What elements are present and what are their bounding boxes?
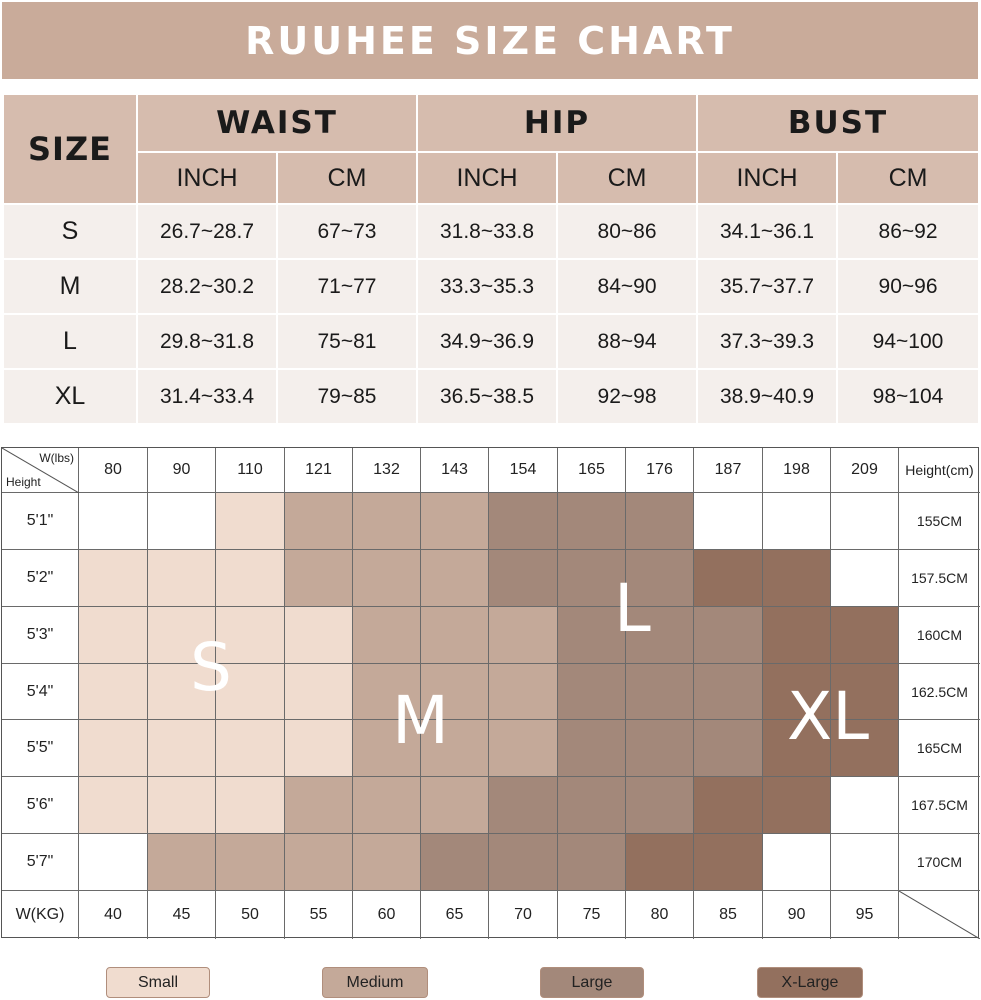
size-grid-cell	[216, 493, 285, 550]
size-grid-cell	[558, 834, 626, 891]
size-grid-cell	[763, 720, 831, 777]
table-row	[3, 204, 979, 259]
unit-header: CM	[277, 152, 417, 204]
size-grid-cell	[79, 834, 148, 891]
size-grid-cell	[353, 720, 421, 777]
weight-lbs-label: W(lbs)	[39, 451, 74, 465]
size-grid-cell	[831, 720, 899, 777]
value-cell: 67~73	[277, 204, 417, 259]
size-grid-cell	[831, 550, 899, 607]
value-cell: 34.9~36.9	[417, 314, 557, 369]
size-grid-cell	[79, 493, 148, 550]
size-grid-cell	[421, 664, 489, 720]
size-grid-cell	[763, 550, 831, 607]
size-cell: S	[3, 204, 137, 259]
size-grid-cell	[694, 720, 763, 777]
value-cell: 84~90	[557, 259, 697, 314]
value-cell: 75~81	[277, 314, 417, 369]
lbs-cell: 187	[694, 448, 763, 493]
lbs-cell: 90	[148, 448, 216, 493]
size-grid-cell	[831, 664, 899, 720]
size-grid-cell	[79, 777, 148, 834]
legend-large	[540, 967, 644, 998]
value-cell: 37.3~39.3	[697, 314, 837, 369]
height-ft-cell: 5'1"	[2, 493, 79, 550]
value-cell: 35.7~37.7	[697, 259, 837, 314]
size-grid-cell	[694, 607, 763, 664]
unit-header: CM	[837, 152, 979, 204]
size-grid-cell	[353, 664, 421, 720]
size-grid-cell	[489, 493, 558, 550]
size-grid-cell	[763, 664, 831, 720]
value-cell: 86~92	[837, 204, 979, 259]
size-grid-cell	[148, 834, 216, 891]
height-cm-cell: 165CM	[899, 720, 980, 777]
size-cell: XL	[3, 369, 137, 424]
size-grid-cell	[285, 720, 353, 777]
table-row	[3, 369, 979, 424]
size-grid-cell	[148, 720, 216, 777]
height-ft-cell: 5'7"	[2, 834, 79, 891]
legend-medium	[322, 967, 428, 998]
value-cell: 29.8~31.8	[137, 314, 277, 369]
kg-cell: 70	[489, 891, 558, 939]
lbs-cell: 154	[489, 448, 558, 493]
size-grid-cell	[353, 550, 421, 607]
size-grid-cell	[216, 664, 285, 720]
legend-label: Small	[137, 973, 178, 991]
size-grid-cell	[421, 834, 489, 891]
zone-label-s: S	[190, 629, 232, 706]
value-cell: 71~77	[277, 259, 417, 314]
value-cell: 90~96	[837, 259, 979, 314]
waist-header: WAIST	[137, 94, 417, 152]
size-grid-cell	[79, 550, 148, 607]
unit-header: INCH	[417, 152, 557, 204]
size-grid-cell	[216, 720, 285, 777]
height-label: Height	[6, 475, 41, 489]
value-cell: 92~98	[557, 369, 697, 424]
lbs-cell: 165	[558, 448, 626, 493]
size-grid-cell	[216, 834, 285, 891]
size-grid-cell	[489, 720, 558, 777]
kg-cell: 50	[216, 891, 285, 939]
size-grid-cell	[285, 777, 353, 834]
height-ft-cell: 5'3"	[2, 607, 79, 664]
bust-header: BUST	[697, 94, 979, 152]
size-grid-cell	[216, 777, 285, 834]
legend-label: X-Large	[781, 973, 839, 991]
size-grid-cell	[626, 834, 694, 891]
size-grid-cell	[694, 777, 763, 834]
size-grid-cell	[421, 720, 489, 777]
size-grid-cell	[489, 664, 558, 720]
size-grid-cell	[421, 493, 489, 550]
height-cm-cell: 155CM	[899, 493, 980, 550]
size-grid-cell	[79, 607, 148, 664]
size-grid-cell	[79, 720, 148, 777]
value-cell: 36.5~38.5	[417, 369, 557, 424]
table-row	[3, 314, 979, 369]
kg-cell: 40	[79, 891, 148, 939]
value-cell: 79~85	[277, 369, 417, 424]
size-grid-cell	[421, 607, 489, 664]
size-grid-cell	[489, 834, 558, 891]
size-grid-cell	[558, 607, 626, 664]
size-grid-cell	[558, 493, 626, 550]
zone-label-xl: XL	[787, 678, 869, 755]
lbs-cell: 198	[763, 448, 831, 493]
size-grid-cell	[694, 664, 763, 720]
value-cell: 26.7~28.7	[137, 204, 277, 259]
size-grid-cell	[285, 834, 353, 891]
size-grid-cell	[626, 664, 694, 720]
size-grid-cell	[148, 493, 216, 550]
kg-cell: 80	[626, 891, 694, 939]
lbs-cell: 176	[626, 448, 694, 493]
table-row	[3, 259, 979, 314]
size-grid-cell	[285, 607, 353, 664]
value-cell: 88~94	[557, 314, 697, 369]
zone-label-l: L	[614, 570, 651, 647]
legend-small	[106, 967, 210, 998]
unit-header: CM	[557, 152, 697, 204]
corner-header	[2, 448, 79, 493]
height-cm-cell: 162.5CM	[899, 664, 980, 720]
size-grid-cell	[763, 607, 831, 664]
size-grid-cell	[353, 607, 421, 664]
page-title: RUUHEE SIZE CHART	[245, 18, 735, 63]
value-cell: 31.8~33.8	[417, 204, 557, 259]
size-grid-cell	[626, 550, 694, 607]
size-grid-cell	[626, 720, 694, 777]
size-cell: M	[3, 259, 137, 314]
height-cm-header: Height(cm)	[899, 448, 980, 493]
size-grid-cell	[626, 777, 694, 834]
kg-cell: 60	[353, 891, 421, 939]
value-cell: 33.3~35.3	[417, 259, 557, 314]
size-grid-cell	[763, 777, 831, 834]
diagonal-line	[899, 891, 980, 939]
size-grid-cell	[148, 777, 216, 834]
size-grid-cell	[626, 607, 694, 664]
height-ft-cell: 5'2"	[2, 550, 79, 607]
size-grid-cell	[421, 777, 489, 834]
height-ft-cell: 5'5"	[2, 720, 79, 777]
size-grid-cell	[694, 550, 763, 607]
title-banner	[2, 2, 978, 79]
size-grid-cell	[558, 664, 626, 720]
lbs-cell: 132	[353, 448, 421, 493]
value-cell: 38.9~40.9	[697, 369, 837, 424]
size-grid-cell	[79, 664, 148, 720]
height-cm-cell: 160CM	[899, 607, 980, 664]
unit-header: INCH	[137, 152, 277, 204]
value-cell: 34.1~36.1	[697, 204, 837, 259]
blank-corner	[899, 891, 980, 939]
value-cell: 80~86	[557, 204, 697, 259]
value-cell: 98~104	[837, 369, 979, 424]
kg-cell: 65	[421, 891, 489, 939]
height-cm-cell: 170CM	[899, 834, 980, 891]
size-grid-cell	[285, 664, 353, 720]
size-grid-cell	[694, 834, 763, 891]
size-grid-cell	[626, 493, 694, 550]
kg-label: W(KG)	[2, 891, 79, 939]
size-grid-cell	[148, 664, 216, 720]
height-ft-cell: 5'6"	[2, 777, 79, 834]
kg-cell: 95	[831, 891, 899, 939]
lbs-cell: 80	[79, 448, 148, 493]
height-cm-cell: 167.5CM	[899, 777, 980, 834]
size-grid-cell	[148, 607, 216, 664]
legend-label: Medium	[346, 973, 404, 991]
size-grid-cell	[489, 777, 558, 834]
value-cell: 31.4~33.4	[137, 369, 277, 424]
size-grid-cell	[558, 777, 626, 834]
lbs-cell: 110	[216, 448, 285, 493]
lbs-cell: 121	[285, 448, 353, 493]
size-grid-cell	[831, 834, 899, 891]
size-grid-cell	[558, 550, 626, 607]
lbs-cell: 143	[421, 448, 489, 493]
size-grid-cell	[831, 493, 899, 550]
size-grid-cell	[489, 550, 558, 607]
size-grid-cell	[285, 493, 353, 550]
kg-cell: 75	[558, 891, 626, 939]
size-cell: L	[3, 314, 137, 369]
size-grid-cell	[353, 493, 421, 550]
value-cell: 28.2~30.2	[137, 259, 277, 314]
size-grid-cell	[353, 834, 421, 891]
size-grid-cell	[763, 834, 831, 891]
zone-label-m: M	[392, 682, 449, 759]
size-header: SIZE	[3, 94, 137, 204]
hip-header: HIP	[417, 94, 697, 152]
size-grid-cell	[831, 777, 899, 834]
kg-cell: 90	[763, 891, 831, 939]
unit-header: INCH	[697, 152, 837, 204]
size-grid-cell	[421, 550, 489, 607]
size-grid-cell	[285, 550, 353, 607]
measurement-table	[2, 93, 980, 425]
size-grid-cell	[694, 493, 763, 550]
size-grid-cell	[558, 720, 626, 777]
lbs-cell: 209	[831, 448, 899, 493]
size-grid-cell	[216, 607, 285, 664]
size-grid-cell	[216, 550, 285, 607]
size-grid-cell	[763, 493, 831, 550]
size-grid-cell	[353, 777, 421, 834]
height-cm-cell: 157.5CM	[899, 550, 980, 607]
legend-x-large	[757, 967, 863, 998]
size-grid-cell	[831, 607, 899, 664]
kg-cell: 45	[148, 891, 216, 939]
size-grid-cell	[148, 550, 216, 607]
legend-label: Large	[571, 973, 613, 991]
kg-cell: 55	[285, 891, 353, 939]
kg-cell: 85	[694, 891, 763, 939]
size-grid-cell	[489, 607, 558, 664]
height-ft-cell: 5'4"	[2, 664, 79, 720]
weight-height-grid	[1, 447, 979, 938]
value-cell: 94~100	[837, 314, 979, 369]
